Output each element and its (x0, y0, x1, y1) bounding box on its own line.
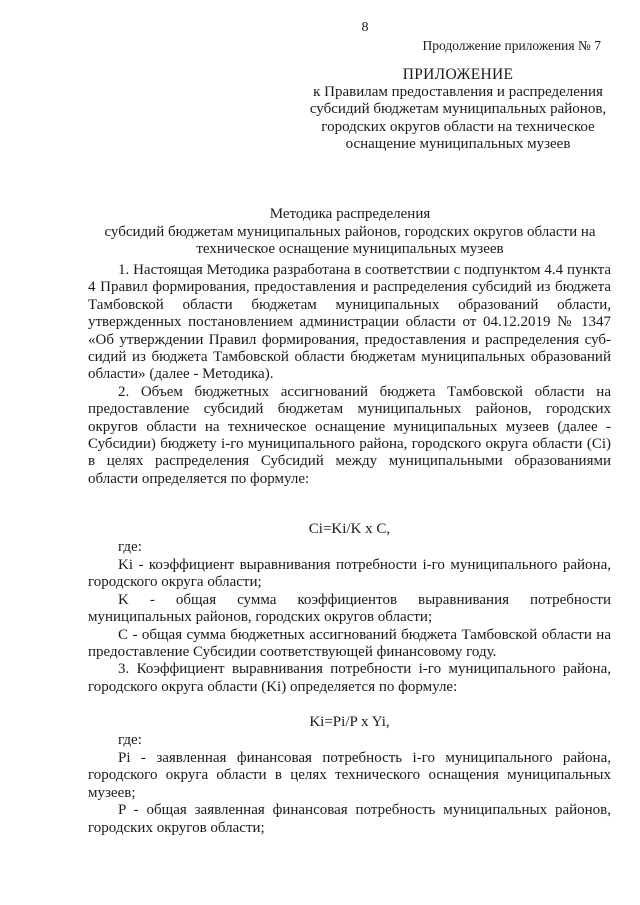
definition-ki: Ki - коэффициент выравнивания потребности i-го муниципального района, городского округа области; (88, 557, 611, 591)
appendix-line: городских округов области на техническое (321, 118, 595, 135)
where-label-2: где: (118, 732, 142, 748)
paragraph-1: 1. Настоящая Методика разработана в соответствии с подпунктом 4.4 пункта 4 Правил формирования, предоставления и распределения субсидий из бюджета Тамбовской области бюджетам муниципальных образований области, утвержденных постановлением администрации области от 04.12.2019 № 1347 «Об утверждении Правил формирования, предоставления и распределения суб-сидий из бюджета Тамбовской области бюджетам муниципальных образований области» (далее - Методика). (88, 262, 611, 383)
methodology-subtitle-line: техническое оснащение муниципальных музеев (196, 241, 504, 257)
appendix-line: субсидий бюджетам муниципальных районов, (309, 101, 607, 117)
definitions-block-2 (88, 750, 611, 837)
formula-ki: Ki=Pi/P x Yi, (309, 714, 390, 730)
appendix-header (300, 66, 616, 154)
definition-pi: Pi - заявленная финансовая потребность i-го муниципального района, городского округа области в целях технического оснащения муниципальных музеев; (88, 750, 611, 801)
methodology-subtitle-line: субсидий бюджетам муниципальных районов, городских округов области на (104, 223, 596, 240)
where-label: где: (118, 539, 142, 555)
continuation-note: Продолжение приложения № 7 (422, 38, 601, 53)
methodology-heading (88, 206, 612, 259)
appendix-title: ПРИЛОЖЕНИЕ (402, 66, 514, 83)
appendix-line: оснащение муниципальных музеев (345, 136, 571, 152)
definitions-block-1 (88, 557, 611, 696)
paragraph-block-1 (88, 262, 611, 488)
page-number: 8 (361, 20, 369, 35)
formula-ci: Ci=Ki/K x C, (308, 521, 391, 537)
definition-k: K - общая сумма коэффициентов выравнивания потребности муниципальных районов, городских округов области; (88, 591, 611, 626)
definition-p: P - общая заявленная финансовая потребность муниципальных районов, городских округов области; (88, 802, 611, 836)
definition-c: C - общая сумма бюджетных ассигнований бюджета Тамбовской области на предоставление Субсидии соответствующей финансовому году. (88, 626, 611, 661)
appendix-line: к Правилам предоставления и распределения (313, 83, 603, 100)
paragraph-2: 2. Объем бюджетных ассигнований бюджета Тамбовской области на предоставление субсидий бюджетам муниципальных районов, городских округов области на техническое оснащение муниципальных музеев (далее - Субсидии) бюджету i-го муниципального района, городского округа области (Ci) в целях распределения Субсидий между муниципальными образованиями области определяется по формуле: (88, 383, 611, 487)
methodology-title: Методика распределения (269, 206, 431, 222)
paragraph-3: 3. Коэффициент выравнивания потребности i-го муниципального района, городского округа области (Ki) определяется по формуле: (88, 661, 611, 695)
